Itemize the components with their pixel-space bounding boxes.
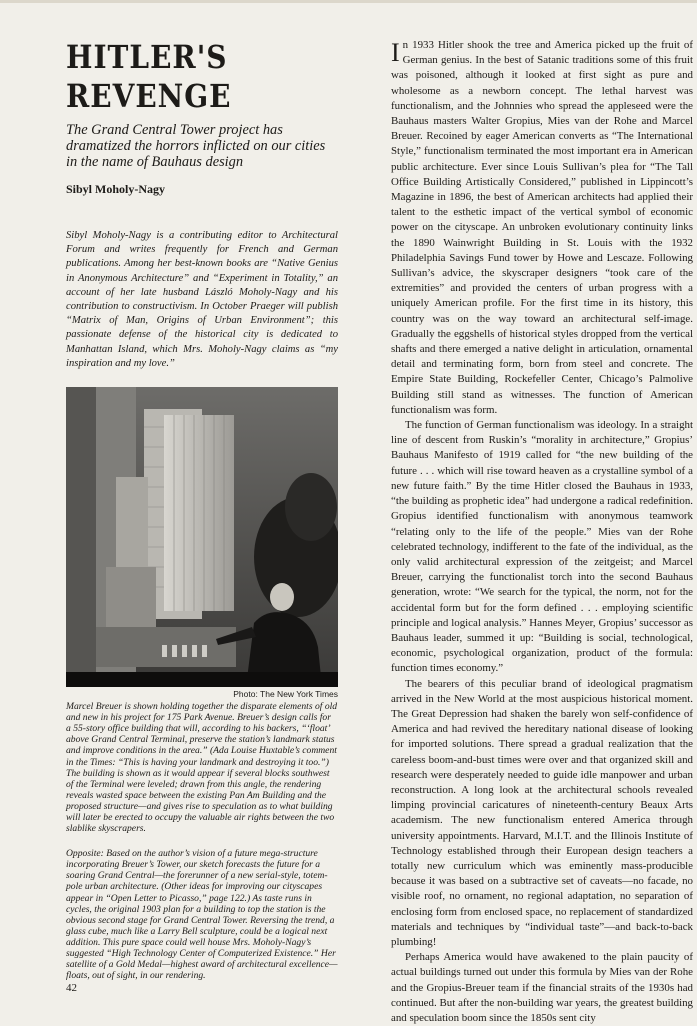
breuer-model-photo: [66, 387, 338, 687]
paragraph-4: Perhaps America would have awakened to the plain paucity of actual buildings turned out under this formula by Mies van der Rohe and the Gropius-Breuer team if the financial straits of the 1930s had continued. But after the non-building war years, the greatest building and speculation boom since the 1850s sent city: [391, 951, 693, 1024]
article-deck: The Grand Central Tower project has dramatized the horrors inflicted on our cities in the name of Bauhaus design: [66, 122, 326, 170]
paragraph-1-text: n 1933 Hitler shook the tree and America picked up the fruit of German genius. In the best of Satanic traditions some of this fruit was poisoned, although it looked at first sight as pure and wholesome as a newborn concept. The lethal harvest was functionalism, and the Johnnies who spread the appleseed were the Bauhaus masters Walter Gropius, Mies van der Rohe and Marcel Breuer. Recoined by eager American converts as “The International Style,” functionalism terminated the most important era in American public architecture. Ever since Louis Sullivan’s plea for “The Tall Office Building Artistically Considered,” published in Lippincott’s Magazine in 1896, the best of American architects had applied their talent to the esthetic impact of the vertical symbol of economic power on the cityscape. An unbroken evolutionary continuity links the 1890 Wainwright Building in St. Louis with the 1932 Philadelphia Savings Fund tower by Howe and Lescaze. Following Sullivan’s advice, the skyscraper designers “took care of the extremities” and provided the centers of urban progress with a uniquely American profile. For the first time in its history, this country was on the way toward an architectural self-image. Gradually the eggshells of historical styles dropped from the vertical shafts and there emerged a native delight in articulation, ornamental detail and terminating form, born from steel and concrete. The Empire State Building, Rockefeller Center, Chicago’s Palmolive Building still stand as witnesses. The function of American functionalism was form.: [391, 39, 693, 416]
photo-credit: Photo: The New York Times: [233, 689, 338, 700]
page-number: 42: [66, 982, 77, 994]
photo-illustration: [66, 387, 338, 687]
left-column: [66, 38, 338, 981]
right-column: [391, 38, 693, 1026]
article-body: [391, 38, 693, 1026]
article-title: HITLER'S REVENGE: [66, 38, 232, 116]
photo-caption: Marcel Breuer is shown holding together the disparate elements of old and new in his project for 175 Park Avenue. Breuer’s design calls for a 55-story office building that will, according to his backers, “‘float’ above Grand Central Terminal, preserve the station’s landmark status and improve conditions in the area.” (Ada Louise Huxtable’s comment in the Times: “This is having your landmark and destroying it too.”) The building is shown as it would appear if several blocks southwest of the Terminal were leveled; drawn from this angle, the rendering reveals wasted space between the existing Pan Am Building and the proposed structure—and gives rise to speculation as to what building will later be erected to occupy the valuable air rights between the two slablike skyscrapers.: [66, 701, 338, 835]
byline: Sibyl Moholy-Nagy: [66, 182, 166, 196]
paragraph-1: [391, 38, 693, 418]
opposite-caption: Opposite: Based on the author’s vision of a future mega-structure incorporating Breuer’s Tower, our sketch forecasts the future for a soaring Grand Central—the forerunner of a new serial-style, totem-pole urban architecture. (Other ideas for improving our cityscapes appear in “Open Letter to Picasso,” page 122.) As taste runs in cycles, the original 1903 plan for a building to top the station is the obvious second stage for Grand Central Tower. Reversing the trend, a glass cube, much like a Larry Bell sculpture, could be a logical next addition. This pure space could well house Mrs. Moholy-Nagy’s suggested “High Technology Center of Computerized Existence.” Her satellite of a Gold Medal—highest award of architectural excellence—floats, out of sight, in our rendering.: [66, 848, 338, 982]
top-edge: [0, 0, 697, 3]
author-bio: Sibyl Moholy-Nagy is a contributing editor to Architectural Forum and writes frequently for French and German publications. Among her best-known books are “Native Genius in Anonymous Architecture” and “Experiment in Totality,” an account of her late husband László Moholy-Nagy and his contribution to constructivism. In October Praeger will publish “Matrix of Man, Origins of Urban Environment”; this passionate defense of the historical city is dedicated to Manhattan Island, which Mrs. Moholy-Nagy claims as “my inspiration and my love.”: [66, 230, 338, 369]
paragraph-3: The bearers of this peculiar brand of ideological pragmatism arrived in the New World at the most auspicious historical moment. The Great Depression had shaken the barely won self-confidence of America and had revived the hereditary national disease of looking for imported solutions. There spread a gradual realization that the careless boom-and-bust times were over and that organized skill and research were desperately needed to guide idle manpower and urban reconstruction. A long look at the architectural schools revealed limping provincial caricatures of nineteenth-century Beaux Arts academism. The new functionalism entered America through university appointments. Harvard, M.I.T. and the Illinois Institute of Technology established through their European design teachers a totally new curriculum which was eminently mass-producible because it was based on a subtractive set of caveats—no facade, no visible roof, no ornament, no regional adaptation, no separation of enclosing form from enclosed space, no replacement of standardized materials and techniques by “individual taste”—and back-to-back plumbing!: [391, 677, 693, 948]
paragraph-2: The function of German functionalism was ideology. In a straight line of descent from Ruskin’s “morality in architecture,” Gropius’ Bauhaus Manifesto of 1919 called for “the new building of the future . . . which will rise toward heaven as a crystalline symbol of a new future faith.” By the time Hitler closed the Bauhaus in 1933, “the building as prophetic idea” had undergone a radical redefinition. Gropius identified functionalism with anonymous teamwork “relating only to the life of the people.” Mies van der Rohe celebrated technology, indifferent to the fate of the individual, as the only valid architectural expression of the zeitgeist; and Marcel Breuer, carrying the functionalist torch into the second Bauhaus generation, wrote: “We search for the typical, the norm, not for the accidental form but for the form defined . . . employing scientific principle and logical analysis.” Hannes Meyer, Gropius’ successor as Bauhaus leader, summed it up: “Building is social, technological, economic, psychological organization, product of the formula: function times economy.”: [391, 419, 693, 675]
drop-cap: I: [391, 38, 400, 67]
